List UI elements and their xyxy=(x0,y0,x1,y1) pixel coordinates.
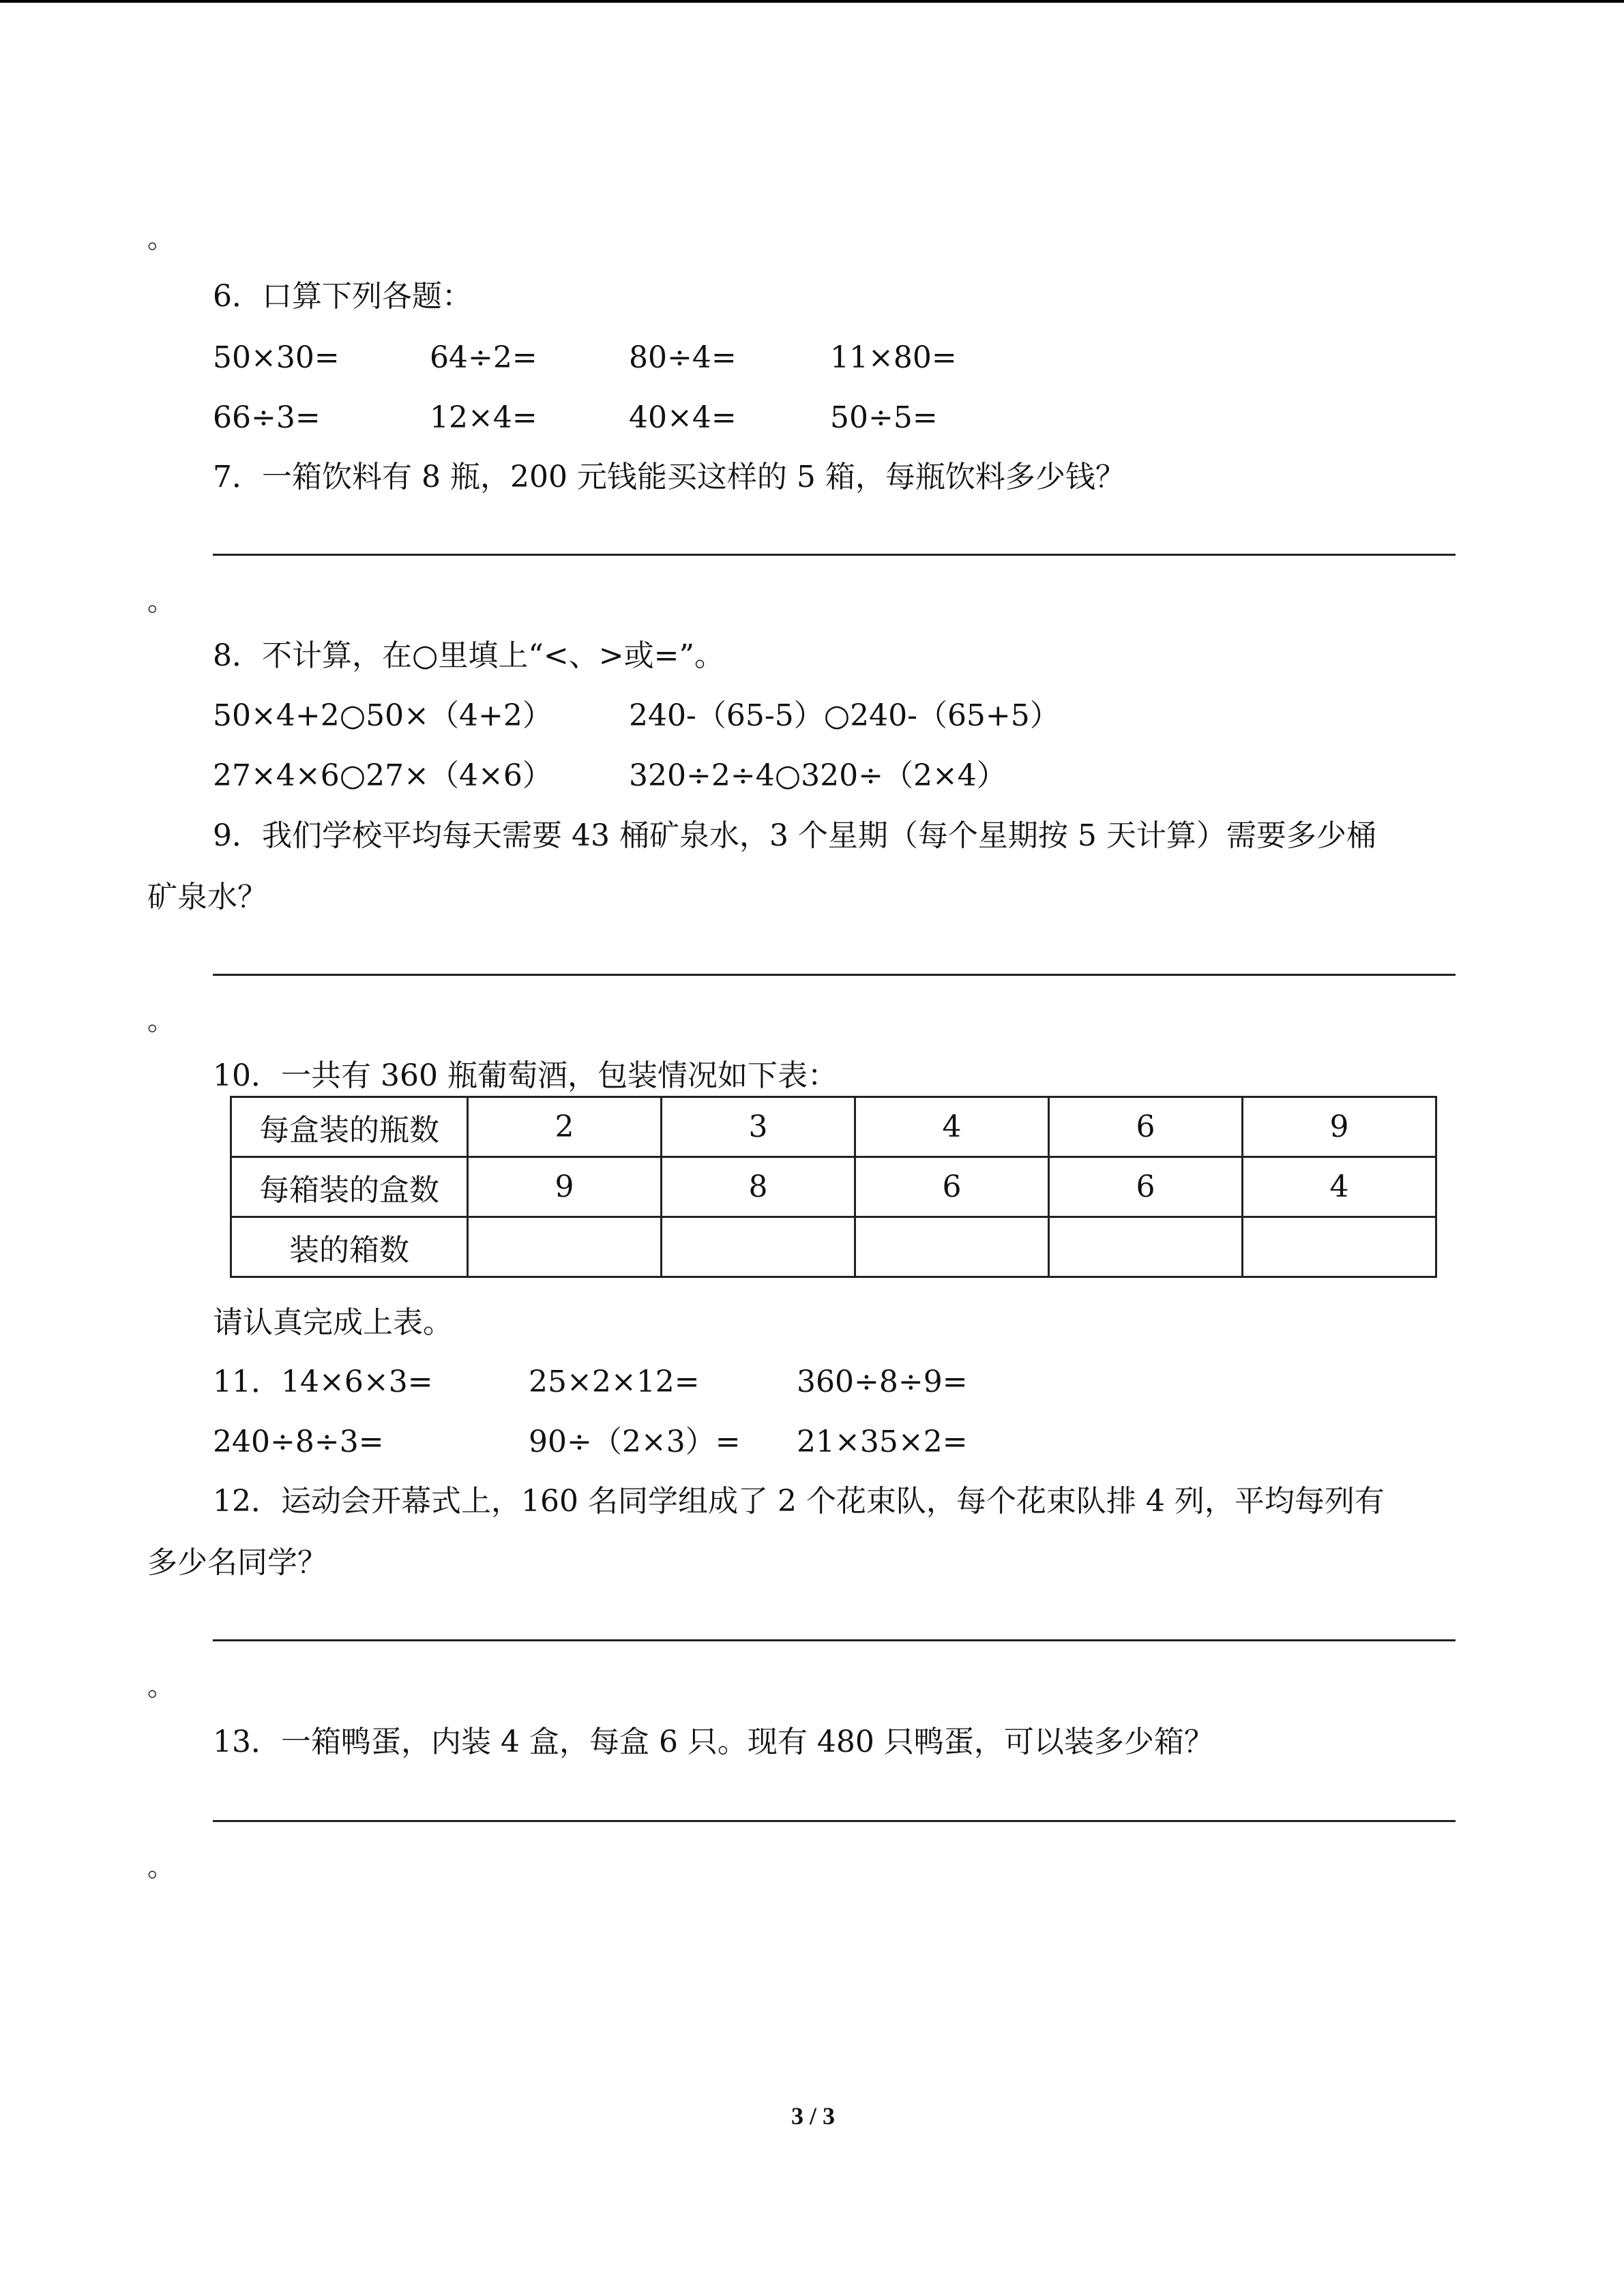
top-border-line xyxy=(0,0,1624,3)
packing-table xyxy=(230,1096,1437,1278)
q11-item: 240÷8÷3= xyxy=(213,1425,384,1459)
q9-line1: 9．我们学校平均每天需要 43 桶矿泉水，3 个星期（每个星期按 5 天计算）需要多少桶 xyxy=(213,818,1376,853)
q12-line2: 多少名同学？ xyxy=(147,1545,327,1580)
answer-line xyxy=(213,974,1456,976)
table-cell: 4 xyxy=(855,1097,1049,1157)
q13-text: 13．一箱鸭蛋，内装 4 盒，每盒 6 只。现有 480 只鸭蛋，可以装多少箱？ xyxy=(213,1725,1214,1759)
q11-item: 11．14×6×3= xyxy=(213,1365,433,1399)
q8-item: 320÷2÷4○320÷（2×4） xyxy=(629,758,1007,793)
q10-title: 10．一共有 360 瓶葡萄酒，包装情况如下表： xyxy=(213,1058,838,1093)
q8-item: 27×4×6○27×（4×6） xyxy=(213,758,552,793)
page-number: 3 / 3 xyxy=(791,2102,836,2130)
row-header: 装的箱数 xyxy=(231,1217,468,1277)
table-row xyxy=(231,1217,1436,1277)
q11-item: 21×35×2= xyxy=(797,1425,968,1459)
answer-end-mark: 。 xyxy=(147,1851,175,1883)
blank-cell xyxy=(468,1217,662,1277)
q6-item: 80÷4= xyxy=(629,340,737,375)
q8-item: 240-（65-5）○240-（65+5） xyxy=(629,698,1060,733)
table-cell: 9 xyxy=(1243,1097,1436,1157)
q6-item: 50÷5= xyxy=(830,400,938,435)
q11-item: 360÷8÷9= xyxy=(797,1365,968,1399)
q10-note: 请认真完成上表。 xyxy=(213,1305,453,1340)
q6-item: 50×30= xyxy=(213,340,340,375)
blank-cell xyxy=(662,1217,855,1277)
table-cell: 6 xyxy=(855,1157,1049,1217)
blank-cell xyxy=(1243,1217,1436,1277)
answer-end-mark: 。 xyxy=(147,1671,175,1702)
answer-end-mark: 。 xyxy=(147,586,175,617)
q6-item: 40×4= xyxy=(629,400,737,435)
answer-line xyxy=(213,1639,1456,1641)
row-header: 每箱装的盒数 xyxy=(231,1157,468,1217)
q8-item: 50×4+2○50×（4+2） xyxy=(213,698,552,733)
row-header: 每盒装的瓶数 xyxy=(231,1097,468,1157)
q12-line1: 12．运动会开幕式上，160 名同学组成了 2 个花束队，每个花束队排 4 列，平均每列有 xyxy=(213,1484,1385,1519)
q6-item: 66÷3= xyxy=(213,400,321,435)
blank-cell xyxy=(1049,1217,1243,1277)
blank-cell xyxy=(855,1217,1049,1277)
table-cell: 4 xyxy=(1243,1157,1436,1217)
q7-text: 7．一箱饮料有 8 瓶，200 元钱能买这样的 5 箱，每瓶饮料多少钱？ xyxy=(213,460,1125,494)
q6-item: 11×80= xyxy=(830,340,957,375)
answer-end-mark: 。 xyxy=(147,223,175,254)
table-row xyxy=(231,1157,1436,1217)
q6-item: 64÷2= xyxy=(430,340,537,375)
table-cell: 8 xyxy=(662,1157,855,1217)
answer-line xyxy=(213,554,1456,556)
answer-line xyxy=(213,1820,1456,1822)
table-cell: 9 xyxy=(468,1157,662,1217)
q8-title: 8．不计算，在○里填上“<、>或=”。 xyxy=(213,638,724,673)
q9-line2: 矿泉水？ xyxy=(147,880,267,914)
table-cell: 6 xyxy=(1049,1157,1243,1217)
table-cell: 3 xyxy=(662,1097,855,1157)
q11-item: 90÷（2×3）= xyxy=(529,1425,741,1459)
answer-end-mark: 。 xyxy=(147,1005,175,1037)
q6-item: 12×4= xyxy=(430,400,537,435)
table-cell: 6 xyxy=(1049,1097,1243,1157)
table-cell: 2 xyxy=(468,1097,662,1157)
q11-item: 25×2×12= xyxy=(529,1365,700,1399)
table-row xyxy=(231,1097,1436,1157)
q6-title: 6．口算下列各题： xyxy=(213,279,472,314)
